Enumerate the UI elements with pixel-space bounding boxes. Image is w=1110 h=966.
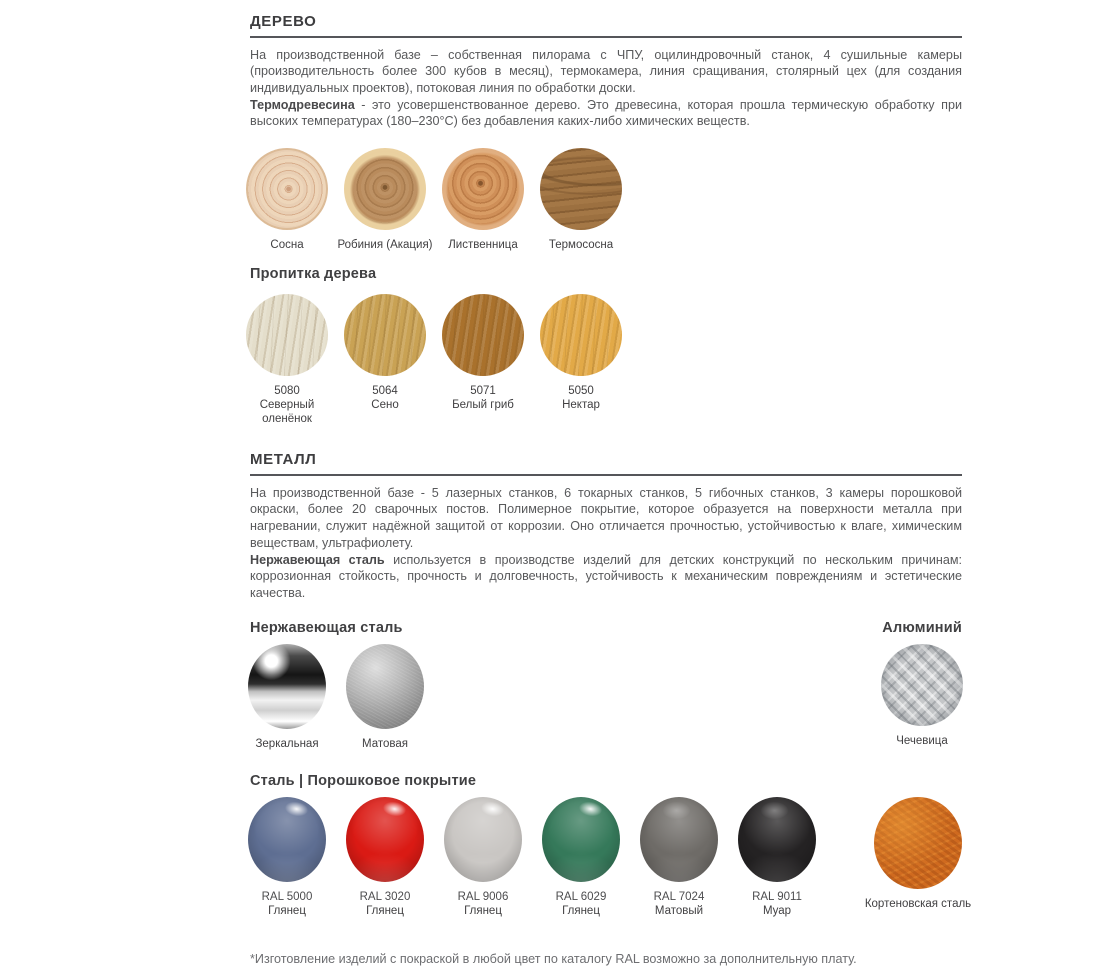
ral-finish: Матовый xyxy=(654,904,704,917)
ral-code: RAL 3020 xyxy=(359,890,411,903)
impregnation-row xyxy=(238,294,974,426)
stainless-swatch-matte xyxy=(336,644,434,751)
wood-swatch-robinia xyxy=(336,148,434,252)
swatch-label: Чечевица xyxy=(896,734,948,747)
stainless-term: Нержавеющая сталь xyxy=(250,552,385,567)
wood-swatch-thermopine xyxy=(532,148,630,252)
swatch-label: Сосна xyxy=(270,239,304,252)
impregnation-code: 5064 xyxy=(372,385,398,398)
metal-subheadings xyxy=(250,620,962,636)
impregnation-5050-circle xyxy=(540,294,622,376)
wood-section xyxy=(250,14,962,426)
swatch-label xyxy=(630,890,728,918)
stainless-paragraph xyxy=(250,552,962,602)
impregnation-code: 5080 xyxy=(274,385,300,398)
ral-finish: Глянец xyxy=(366,904,404,917)
matte-steel-sphere xyxy=(346,644,424,729)
swatch-label xyxy=(728,890,826,918)
ral-footnote: *Изготовление изделий с покраской в любой цвет по каталогу RAL возможно за дополнительную плату. xyxy=(250,951,857,966)
impregnation-swatch-5080 xyxy=(238,294,336,426)
swatch-label: Термососна xyxy=(548,239,614,252)
wood-swatch-pine xyxy=(238,148,336,252)
swatch-label xyxy=(238,890,336,918)
ral-code: RAL 5000 xyxy=(261,890,313,903)
swatch-label: Лиственница xyxy=(448,239,518,252)
swatch-label xyxy=(532,384,630,412)
wood-intro-paragraph: На производственной базе – собственная пилорама с ЧПУ, оцилиндровочный станок, 4 сушильные камеры (производительность более 300 кубов в месяц), термокамера, линия сращивания, столярный цех (для создания индивидуальных проектов), потоковая линия по обработки доски. xyxy=(250,47,962,95)
impregnation-name: Нектар xyxy=(562,399,600,412)
stainless-title: Нержавеющая сталь xyxy=(250,619,403,636)
impregnation-5064-circle xyxy=(344,294,426,376)
swatch-label xyxy=(532,890,630,918)
diamond-plate-circle xyxy=(881,644,963,726)
ral-swatch-9006 xyxy=(434,797,532,918)
ral-finish: Глянец xyxy=(464,904,502,917)
ral-code: RAL 9011 xyxy=(752,890,802,903)
ral-finish: Глянец xyxy=(268,904,306,917)
impregnation-5080-circle xyxy=(246,294,328,376)
ral-5000-sphere xyxy=(248,797,326,882)
swatch-label xyxy=(336,890,434,918)
aluminum-title: Алюминий xyxy=(882,619,962,636)
swatch-label: Робиния (Акация) xyxy=(337,239,433,252)
stainless-swatch-mirror xyxy=(238,644,336,751)
impregnation-name: Белый гриб xyxy=(452,399,514,412)
impregnation-swatch-5050 xyxy=(532,294,630,426)
ral-finish: Глянец xyxy=(562,904,600,917)
stainless-description: используется в производстве изделий для детских конструкций по нескольким причинам: коррозионная стойкость, прочность и долговечность, устойчивость к механическим повреждениям и эстетические качества. xyxy=(250,552,962,601)
metal-section xyxy=(250,451,972,918)
thermowood-term: Термодревесина xyxy=(250,97,355,112)
wood-species-row xyxy=(238,148,974,252)
ral-swatch-7024 xyxy=(630,797,728,918)
swatch-label xyxy=(434,890,532,918)
thermopine-swatch-circle xyxy=(540,148,622,230)
wood-section-divider xyxy=(250,36,962,38)
ral-swatch-6029 xyxy=(532,797,630,918)
ral-code: RAL 6029 xyxy=(555,890,607,903)
corten-steel-circle xyxy=(874,797,962,889)
corten-steel-swatch xyxy=(862,797,974,911)
impregnation-name: Северный оленёнок xyxy=(259,399,315,426)
ral-code: RAL 7024 xyxy=(653,890,705,903)
ral-swatch-3020 xyxy=(336,797,434,918)
ral-swatch-5000 xyxy=(238,797,336,918)
impregnation-5071-circle xyxy=(442,294,524,376)
ral-7024-sphere xyxy=(640,797,718,882)
wood-swatch-larch xyxy=(434,148,532,252)
wood-section-title: ДЕРЕВО xyxy=(250,13,317,30)
swatch-label xyxy=(336,384,434,412)
metal-section-divider xyxy=(250,474,962,476)
thermowood-paragraph xyxy=(250,97,962,130)
pine-swatch-circle xyxy=(246,148,328,230)
robinia-swatch-circle xyxy=(344,148,426,230)
ral-9006-sphere xyxy=(444,797,522,882)
impregnation-name: Сено xyxy=(371,399,399,412)
impregnation-title: Пропитка дерева xyxy=(250,266,377,283)
impregnation-swatch-5064 xyxy=(336,294,434,426)
impregnation-swatch-5071 xyxy=(434,294,532,426)
metal-intro-paragraph: На производственной базе - 5 лазерных станков, 6 токарных станков, 5 гибочных станков, 3 камеры порошковой окраски, более 20 сварочных постов. Полимерное покрытие, которое образуется на поверхности металла при нагревании, служит надёжной защитой от коррозии. Оно отличается прочностью, устойчивостью к влаге, химическим веществам, ультрафиолету. xyxy=(250,485,962,550)
ral-3020-sphere xyxy=(346,797,424,882)
metal-section-title: МЕТАЛЛ xyxy=(250,451,317,469)
aluminum-swatch-lentil xyxy=(870,644,974,748)
swatch-label: Матовая xyxy=(362,737,408,750)
powder-coating-title: Сталь | Порошковое покрытие xyxy=(250,772,477,789)
thermowood-description: - это усовершенствованное дерево. Это древесина, которая прошла термическую обработку при высоких температурах (180–230°С) без добавления каких-либо химических веществ. xyxy=(250,97,962,129)
impregnation-code: 5050 xyxy=(568,385,594,398)
swatch-label: Зеркальная xyxy=(255,737,319,750)
stainless-aluminum-row xyxy=(238,644,974,751)
ral-swatch-9011 xyxy=(728,797,826,918)
ral-code: RAL 9006 xyxy=(457,890,509,903)
swatch-label xyxy=(238,384,336,426)
ral-6029-sphere xyxy=(542,797,620,882)
mirror-steel-sphere xyxy=(248,644,326,729)
powder-coating-row xyxy=(238,797,974,918)
swatch-label: Кортеновская сталь xyxy=(864,897,972,910)
ral-finish: Муар xyxy=(762,904,792,917)
larch-swatch-circle xyxy=(442,148,524,230)
impregnation-code: 5071 xyxy=(470,385,496,398)
swatch-label xyxy=(434,384,532,412)
ral-9011-sphere xyxy=(738,797,816,882)
